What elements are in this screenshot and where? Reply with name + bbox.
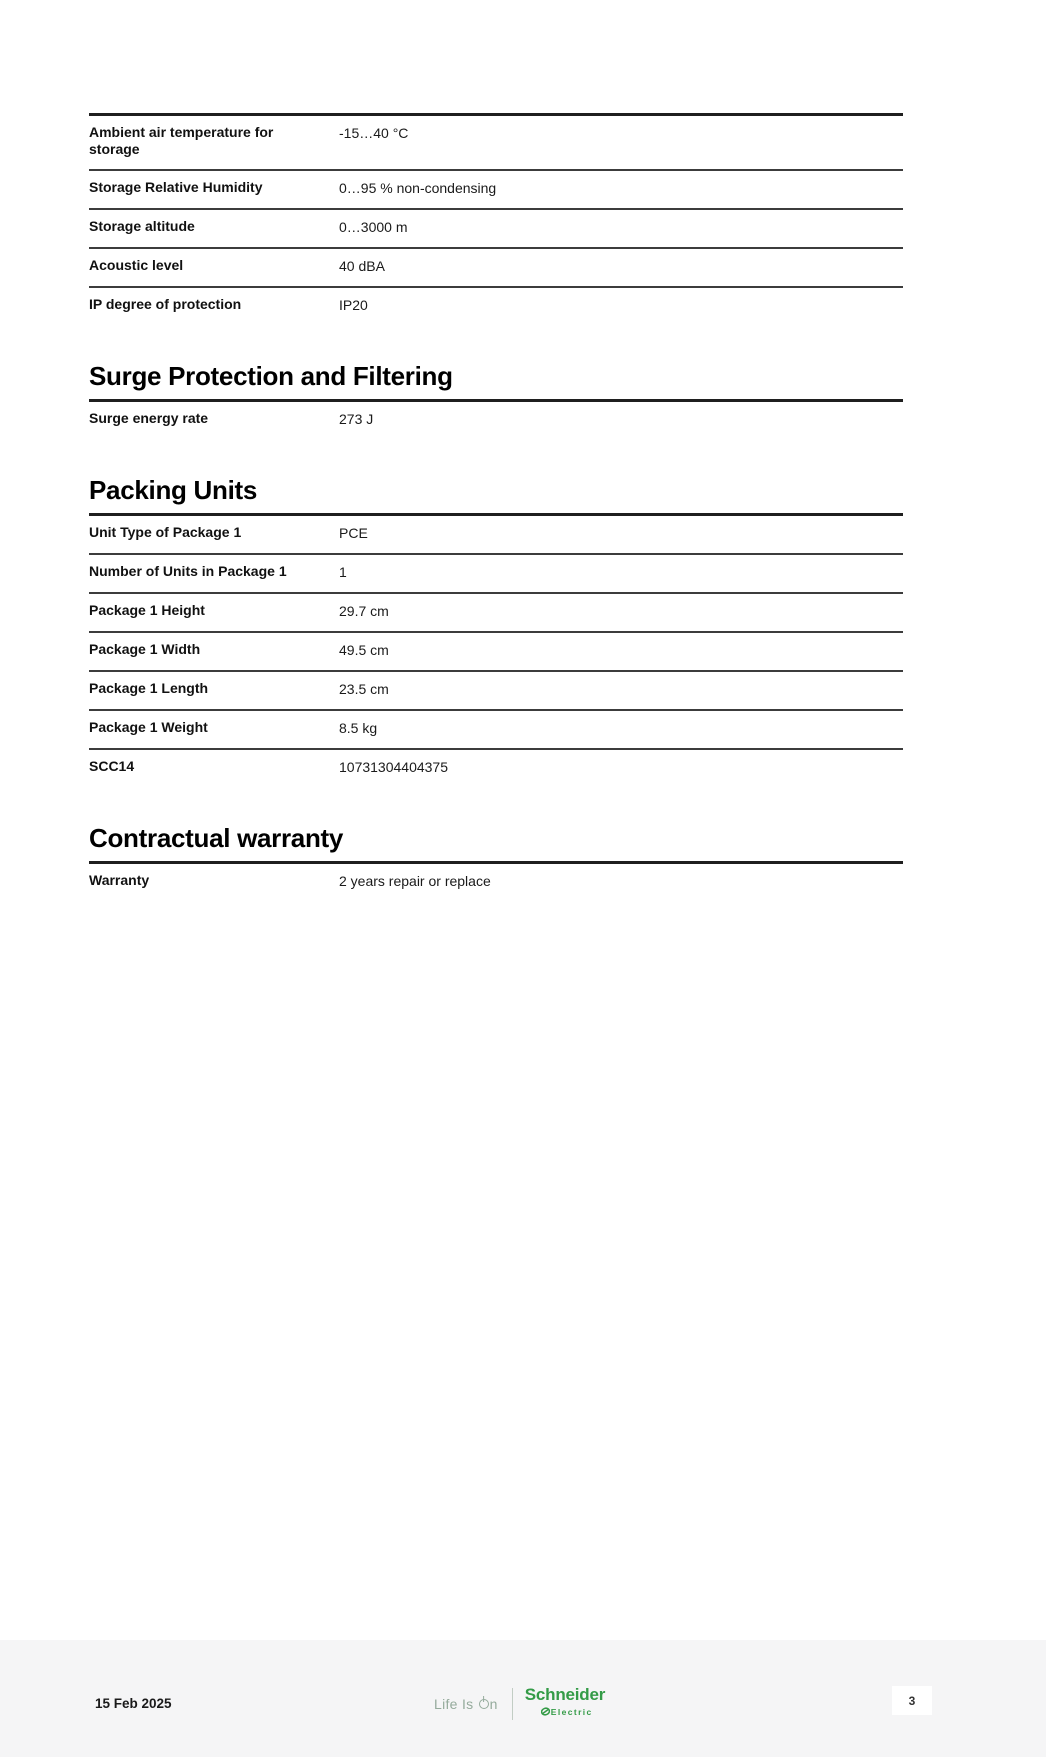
table-row — [89, 402, 903, 439]
table-row — [89, 633, 903, 672]
spec-label: Package 1 Weight — [89, 719, 208, 735]
spec-value: 273 J — [339, 411, 374, 427]
spec-table-surge-protection — [89, 399, 903, 439]
spec-table-warranty — [89, 861, 903, 901]
tagline-suffix: n — [489, 1695, 498, 1712]
tagline-prefix: Life Is — [433, 1695, 478, 1712]
section-heading-packing-units: Packing Units — [89, 475, 258, 505]
section-heading-surge-protection: Surge Protection and Filtering — [89, 361, 453, 391]
spec-label: Package 1 Width — [89, 641, 201, 657]
brand-wordmark — [525, 1686, 605, 1721]
table-row — [89, 750, 903, 787]
spec-value: 0…95 % non-condensing — [339, 180, 497, 196]
footer-date: 15 Feb 2025 — [95, 1696, 172, 1711]
spec-label: Package 1 Length — [89, 680, 209, 696]
page-content — [89, 113, 903, 901]
spec-value: 0…3000 m — [339, 219, 408, 235]
power-icon — [479, 1699, 489, 1709]
spec-label: IP degree of protection — [89, 296, 242, 312]
spec-value: PCE — [339, 525, 368, 541]
spec-value: 10731304404375 — [339, 759, 449, 775]
table-row — [89, 171, 903, 210]
table-row — [89, 288, 903, 325]
table-row — [89, 555, 903, 594]
table-row — [89, 116, 903, 171]
spec-label: Warranty — [89, 872, 150, 888]
spec-value: IP20 — [339, 297, 368, 313]
spec-label: Unit Type of Package 1 — [89, 524, 242, 540]
spec-value: 1 — [339, 564, 347, 580]
spec-table-packing-units — [89, 513, 903, 787]
schneider-electric-mark-icon — [541, 1703, 550, 1721]
life-is-on-tagline — [434, 1696, 498, 1712]
table-row — [89, 594, 903, 633]
brand-sub: Electric — [550, 1707, 593, 1717]
table-row — [89, 711, 903, 750]
spec-value: 8.5 kg — [339, 720, 378, 736]
logo-divider — [512, 1688, 513, 1720]
table-row — [89, 672, 903, 711]
spec-label: Surge energy rate — [89, 410, 209, 426]
table-row — [89, 249, 903, 288]
spec-label: Storage altitude — [89, 218, 195, 234]
page-footer — [0, 1640, 1046, 1757]
brand-sub-row — [541, 1703, 593, 1721]
spec-table-environment — [89, 113, 903, 325]
page-number: 3 — [892, 1686, 932, 1715]
section-heading-contractual-warranty: Contractual warranty — [89, 823, 344, 853]
spec-label: Number of Units in Package 1 — [89, 563, 287, 579]
table-row — [89, 210, 903, 249]
spec-value: 2 years repair or replace — [339, 873, 491, 889]
table-row — [89, 516, 903, 555]
schneider-electric-logo — [434, 1686, 605, 1721]
spec-label: Package 1 Height — [89, 602, 205, 618]
spec-label: Ambient air temperature for storage — [89, 124, 274, 157]
spec-value: 23.5 cm — [339, 681, 389, 697]
spec-value: 40 dBA — [339, 258, 385, 274]
spec-value: -15…40 °C — [339, 125, 409, 141]
spec-value: 29.7 cm — [339, 603, 389, 619]
spec-label: SCC14 — [89, 758, 135, 774]
spec-value: 49.5 cm — [339, 642, 389, 658]
spec-label: Storage Relative Humidity — [89, 179, 263, 195]
brand-name: Schneider — [524, 1685, 606, 1704]
table-row — [89, 864, 903, 901]
spec-label: Acoustic level — [89, 257, 184, 273]
